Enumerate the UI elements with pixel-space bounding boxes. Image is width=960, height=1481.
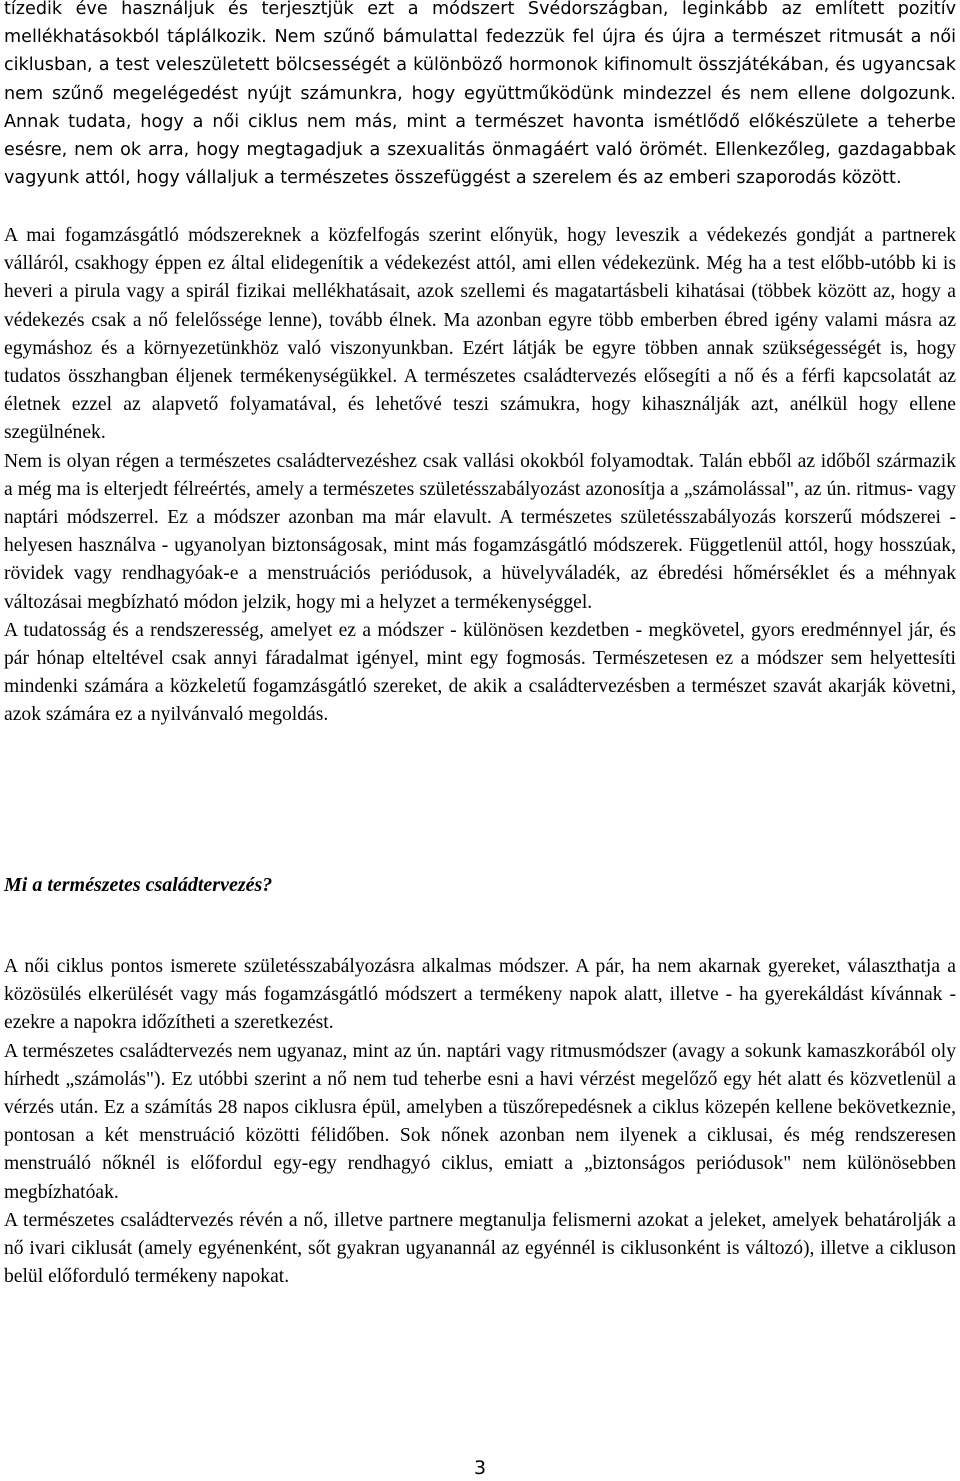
intro-section [4,0,956,192]
definition-section [4,953,956,1291]
page-number: 3 [473,1457,487,1479]
paragraph: A természetes családtervezés nem ugyanaz, mint az ún. naptári vagy ritmusmódszer (avagy a sokunk kamaszkorából oly hírhedt „számolás"). Ez utóbbi szerint a nő nem tud teherbe esni a havi vérzést megelőző egy hét alatt és közvetlenül a vérzés után. Ez a számítás 28 napos ciklusra épül, amelyben a tüszőrepedésnek a ciklus közepén kellene bekövetkeznie, pontosan a két menstruáció közötti félidőben. Sok nőnek azonban nem ilyenek a ciklusai, és még rendszeresen menstruáló nőknél is előfordul egy-egy rendhagyó ciklus, emiatt a „biztonságos periódusok" nem különösebben megbízhatóak. [4,1040,956,1203]
paragraph: A női ciklus pontos ismerete születésszabályozásra alkalmas módszer. A pár, ha nem akarnak gyereket, választhatja a közösülés elkerülését vagy más fogamzásgátló módszert a termékeny napok alatt, illetve - ha gyerekáldást kívánnak - ezekre a napokra időzítheti a szeretkezést. [4,956,956,1034]
section-heading: Mi a természetes családtervezés? [4,874,273,896]
paragraph: A természetes családtervezés révén a nő, illetve partnere megtanulja felismerni azokat a jeleket, amelyek behatárolják a nő ivari ciklusát (amely egyénenként, sőt gyakran ugyanannál az egyénnél is ciklusonként is változó), illetve a cikluson belül előforduló termékeny napokat. [4,1209,956,1288]
paragraph: A mai fogamzásgátló módszereknek a közfelfogás szerint előnyük, hogy leveszik a védekezés gondját a partnerek válláról, csakhogy éppen ez által elidegenítik a védekezést attól, ami ellen védekezünk. Még ha a test előbb-utóbb ki is heveri a pirula vagy a spirál fizikai mellékhatásait, azok szellemi és magatartásbeli kihatásai (többek között az, hogy a védekezés csak a nő felelőssége lenne), tovább élnek. Ma azonban egyre több emberben ébred igény valami másra az egymáshoz és a környezetünkhöz való viszonyunkban. Ezért látják be egyre többen annak szükségességét is, hogy tudatos összhangban éljenek termékenységükkel. A természetes családtervezés elősegíti a nő és a férfi kapcsolatát az életnek ezzel az alapvető folyamatával, és lehetővé teszi számukra, hogy kihasználják azt, anélkül hogy ellene szegülnének. [4,225,956,444]
body-section [4,222,956,730]
paragraph: tízedik éve használjuk és terjesztjük ezt a módszert Svédországban, leginkább az említett pozitív mellékhatásokból táplálkozik. Nem szűnő bámulattal fedezzük fel újra és újra a természet ritmusát a női ciklusban, a test veleszületett bölcsességét a különböző hormonok kifinomult összjátékában, és ugyancsak nem szűnő megelégedést nyújt számunkra, hogy együttműködünk mindezzel és nem ellene dolgozunk. Annak tudata, hogy a női ciklus nem más, mint a természet havonta ismétlődő előkészülete a teherbe esésre, nem ok arra, hogy megtagadjuk a szexualitás önmagáért való örömét. Ellenkezőleg, gazdagabbak vagyunk attól, hogy vállaljuk a természetes összefüggést a szerelem és az emberi szaporodás között. [4,0,956,189]
paragraph: Nem is olyan régen a természetes családtervezéshez csak vallási okokból folyamodtak. Talán ebből az időből származik a még ma is elterjedt félreértés, amely a természetes születésszabályozást azonosítja a „számolással", az ún. ritmus- vagy naptári módszerrel. Ez a módszer azonban ma már elavult. A természetes születésszabályozás korszerű módszerei - helyesen használva - ugyanolyan biztonságosak, mint más fogamzásgátló módszerek. Függetlenül attól, hogy hosszúak, rövidek vagy rendhagyóak-e a menstruációs periódusok, a hüvelyváladék, az ébredési hőmérséklet és a méhnyak változásai megbízható módon jelzik, hogy mi a helyzet a termékenységgel. [4,450,956,613]
paragraph: A tudatosság és a rendszeresség, amelyet ez a módszer - különösen kezdetben - megkövetel, gyors eredménnyel jár, és pár hónap elteltével csak annyi fáradalmat igényel, mint egy fogmosás. Természetesen ez a módszer sem helyettesíti mindenki számára a közkeletű fogamzásgátló szereket, de akik a családtervezésben a természet szavát akarják követni, azok számára ez a nyilvánvaló megoldás. [4,619,956,726]
